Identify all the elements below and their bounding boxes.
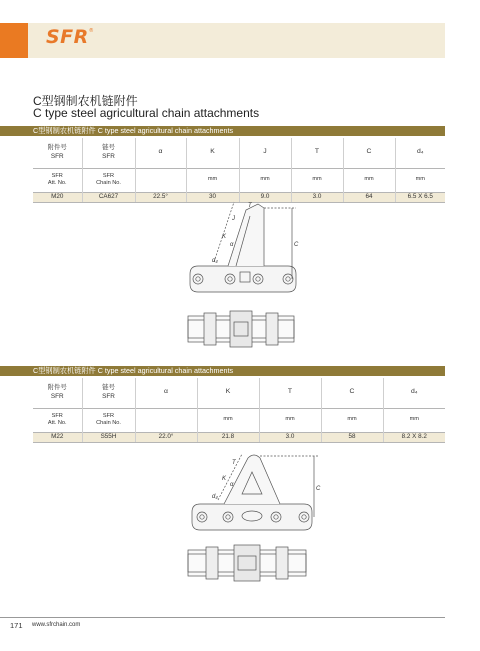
- units-cell: SFR Chain No.: [82, 168, 135, 192]
- value-cell: 8.2 X 8.2: [383, 432, 445, 442]
- dim-label-k: K: [222, 476, 227, 482]
- header-alpha: α: [135, 138, 186, 168]
- value-cell: CA627: [82, 192, 135, 202]
- header-d4: d₄: [410, 388, 418, 396]
- header-cn: 附件号: [47, 384, 67, 392]
- header-d4: d₄: [416, 148, 424, 156]
- value-cell: 21.8: [197, 432, 259, 442]
- header-cn: 链号: [102, 144, 115, 152]
- dim-label-k: K: [222, 234, 227, 240]
- sfr-logo: [46, 26, 94, 48]
- header-en: SFR: [102, 392, 115, 400]
- page-number: 171: [10, 621, 23, 630]
- header-t: T: [259, 378, 321, 408]
- units-cell: mm: [186, 168, 239, 192]
- header-en: SFR: [50, 152, 64, 160]
- table-row: [33, 432, 445, 442]
- units-cell: mm: [343, 168, 395, 192]
- value-cell: 64: [343, 192, 395, 202]
- header-t: T: [291, 138, 343, 168]
- page-title-en: C type steel agricultural chain attachments: [33, 106, 260, 120]
- units-cell: mm: [395, 168, 445, 192]
- header-att-no: [33, 378, 82, 408]
- header-en: SFR: [50, 392, 64, 400]
- value-cell: 22.0°: [135, 432, 197, 442]
- value-cell: S55H: [82, 432, 135, 442]
- units-cell: mm: [239, 168, 291, 192]
- logo-text: SFR: [46, 26, 89, 48]
- dim-label-alpha: α: [230, 242, 234, 248]
- section-1-spec-table: [33, 138, 445, 203]
- page-title-cn: C型钢制农机链附件: [33, 94, 138, 108]
- section-1-title: C型钢制农机链附件 C type steel agricultural chain attachments: [33, 126, 234, 135]
- attachment-m22-top-drawing: [186, 542, 308, 584]
- header-c: C: [321, 378, 383, 408]
- dim-label-c: C: [294, 242, 299, 248]
- attachment-m22-side-drawing: [184, 452, 324, 534]
- header-c: C: [343, 138, 395, 168]
- dim-label-c: C: [316, 486, 321, 492]
- value-cell: M22: [33, 432, 82, 442]
- value-cell: 30: [186, 192, 239, 202]
- header-chain-no: [82, 378, 135, 408]
- header-en: SFR: [102, 152, 115, 160]
- header-accent-bar: [0, 23, 28, 58]
- units-cell: mm: [383, 408, 445, 432]
- header-att-no: [33, 138, 82, 168]
- footer-divider: [0, 617, 445, 618]
- units-cell: SFR Att. No.: [33, 408, 82, 432]
- header-alpha: α: [135, 378, 197, 408]
- table-units-row: [33, 408, 445, 432]
- dim-label-d4: d₄: [212, 494, 218, 500]
- header-chain-no: [82, 138, 135, 168]
- table-header-row: [33, 378, 445, 408]
- units-cell: mm: [321, 408, 383, 432]
- dim-label-t: T: [232, 460, 236, 466]
- header-k: K: [197, 378, 259, 408]
- units-cell: SFR Att. No.: [33, 168, 82, 192]
- dim-label-j: J: [232, 216, 235, 222]
- attachment-m20-top-drawing: [186, 308, 296, 350]
- units-cell: [135, 168, 186, 192]
- value-cell: 3.0: [259, 432, 321, 442]
- header-k: K: [186, 138, 239, 168]
- value-cell: 22.5°: [135, 192, 186, 202]
- reg-mark: ®: [88, 28, 95, 34]
- units-cell: SFR Chain No.: [82, 408, 135, 432]
- units-cell: [135, 408, 197, 432]
- dim-label-t: T: [248, 203, 252, 209]
- attachment-m20-side-drawing: [178, 200, 308, 300]
- units-cell: mm: [259, 408, 321, 432]
- units-cell: mm: [197, 408, 259, 432]
- value-cell: 58: [321, 432, 383, 442]
- table-units-row: [33, 168, 445, 192]
- value-cell: M20: [33, 192, 82, 202]
- header-cn: 附件号: [47, 144, 67, 152]
- header-j: J: [239, 138, 291, 168]
- units-cell: mm: [291, 168, 343, 192]
- section-2-title: C型钢制农机链附件 C type steel agricultural chain attachments: [33, 366, 234, 375]
- value-cell: 6.5 X 6.5: [395, 192, 445, 202]
- table-header-row: [33, 138, 445, 168]
- value-cell: 9.0: [239, 192, 291, 202]
- value-cell: 3.0: [291, 192, 343, 202]
- dim-label-alpha: α: [230, 482, 234, 488]
- dim-label-d4: d₄: [212, 258, 218, 264]
- website-link[interactable]: www.sfrchain.com: [32, 622, 81, 628]
- section-2-spec-table: [33, 378, 445, 443]
- header-cn: 链号: [102, 384, 115, 392]
